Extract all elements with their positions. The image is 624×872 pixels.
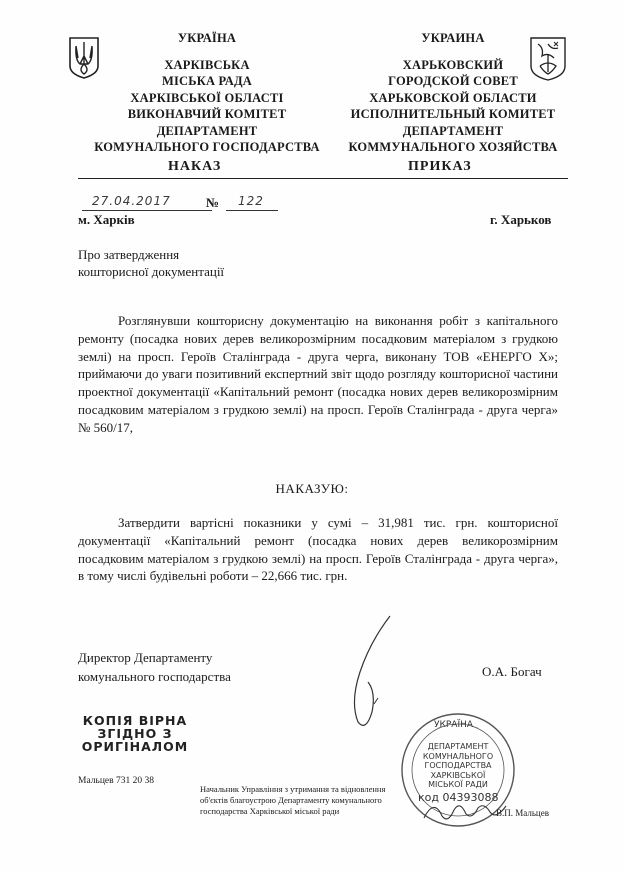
stamp-line: ОРИГІНАЛОМ <box>81 739 189 754</box>
header-left-line: КОМУНАЛЬНОГО ГОСПОДАРСТВА <box>94 140 320 154</box>
header-right-line: ГОРОДСКОЙ СОВЕТ <box>388 74 518 88</box>
header-right-line: ДЕПАРТАМЕНТ <box>402 123 504 138</box>
seal-code: код 04393088 <box>418 790 499 804</box>
body-paragraph-2 <box>78 514 558 585</box>
certifier-name: В.П. Мальцев <box>496 808 549 818</box>
header-divider <box>78 178 568 179</box>
seal-line: ХАРКІВСЬКОЇ <box>430 770 486 780</box>
signatory-name: О.А. Богач <box>482 664 542 679</box>
header-left-line: ХАРКІВСЬКОЇ ОБЛАСТІ <box>130 90 284 105</box>
header-right-country: УКРАИНА <box>421 31 485 45</box>
position-line: Директор Департаменту <box>78 650 213 665</box>
copy-certified-stamp <box>80 714 190 753</box>
subject-line: кошторисної документації <box>78 264 225 279</box>
executor-contact: Мальцев 731 20 38 <box>78 776 154 786</box>
header-right-line: ИСПОЛНИТЕЛЬНЫЙ КОМИТЕТ <box>350 107 556 121</box>
certification-line: господарства Харківської міської ради <box>200 806 340 816</box>
order-number: 122 <box>238 194 264 208</box>
header-right <box>346 30 560 156</box>
header-left-line: ВИКОНАВЧИЙ КОМІТЕТ <box>127 107 287 121</box>
header-left-line: ХАРКІВСЬКА <box>164 57 250 72</box>
paragraph-text: Затвердити вартісні показники у сумі – 31,981 тис. грн. кошторисної документації «Капітальний ремонт (посадка нових дерев великорозмірним посадковим матеріалом з грудкою землі) на просп. Героїв Сталінграда - друга черга», в тому числі будівельні роботи – 22,666 тис. грн. <box>78 515 558 584</box>
body-paragraph-1 <box>78 312 558 437</box>
header-left-line: МІСЬКА РАДА <box>161 74 253 88</box>
header-left-country: УКРАЇНА <box>177 31 237 45</box>
seal-line: ДЕПАРТАМЕНТ <box>427 742 489 751</box>
date-underline <box>82 210 212 211</box>
number-underline <box>226 210 278 211</box>
signatory-position <box>78 648 231 686</box>
order-date: 27.04.2017 <box>92 194 171 208</box>
certification-line: Начальник Управління з утримання та відновлення <box>200 784 386 794</box>
certification-line: об'єктів благоустрою Департаменту комунального <box>200 795 382 805</box>
doc-type-ru: ПРИКАЗ <box>408 159 472 174</box>
certification-note <box>200 784 385 817</box>
header-left <box>78 30 336 156</box>
seal-country: УКРАЇНА <box>434 720 474 730</box>
header-left-line: ДЕПАРТАМЕНТ <box>156 123 258 138</box>
header-right-line: ХАРЬКОВСКОЙ ОБЛАСТИ <box>369 90 537 105</box>
seal-line: КОМУНАЛЬНОГО <box>422 751 494 761</box>
handwritten-signature <box>330 612 400 742</box>
position-line: комунального господарства <box>78 669 231 684</box>
city-ua: м. Харків <box>78 212 135 227</box>
order-subject <box>78 246 224 280</box>
order-word: НАКАЗУЮ: <box>275 481 349 496</box>
seal-line: ГОСПОДАРСТВА <box>424 761 492 770</box>
city-ru: г. Харьков <box>490 212 552 227</box>
doc-type-ua: НАКАЗ <box>168 159 222 174</box>
stamp-line: ЗГІДНО З <box>97 726 173 741</box>
seal-line: МІСЬКОЇ РАДИ <box>428 780 488 789</box>
number-label: № <box>206 195 220 210</box>
subject-line: Про затвердження <box>78 247 180 262</box>
date-number-row <box>78 196 278 212</box>
header-right-line: ХАРЬКОВСКИЙ <box>402 57 504 72</box>
paragraph-text: Розглянувши кошторисну документацію на виконання робіт з капітального ремонту (посадка нових дерев великорозмірним посадковим матеріалом з грудкою землі) на просп. Героїв Сталінграда - друга черга, виконану ТОВ «ЕНЕРГО Х»; приймаючи до уваги позитивний експертний звіт щодо розгляду кошторисної частини проектної документації «Капітальний ремонт (посадка нових дерев великорозмірним посадковим матеріалом з грудкою землі) на просп. Героїв Сталінграда - друга черга» № 560/17, <box>78 313 558 435</box>
stamp-line: КОПІЯ ВІРНА <box>82 713 188 728</box>
header-right-line: КОММУНАЛЬНОГО ХОЗЯЙСТВА <box>348 140 558 154</box>
